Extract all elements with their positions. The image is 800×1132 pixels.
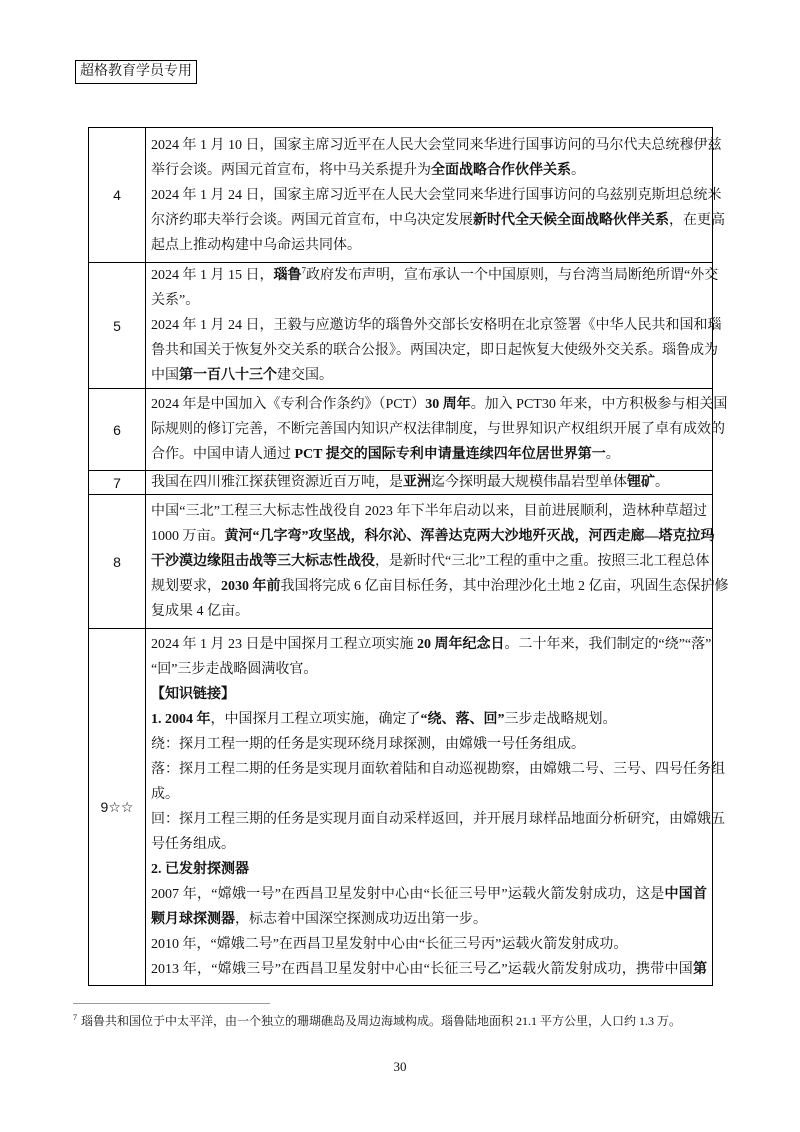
paragraph [151, 957, 707, 982]
text-run: 2007 年，“嫦娥一号”在西昌卫星发射中心由“长征三号甲”运载火箭发射成功，这是 [151, 887, 665, 902]
bold-text-run: 第 [693, 962, 707, 977]
text-line [151, 882, 707, 907]
text-line [151, 632, 712, 657]
text-line [151, 133, 722, 158]
text-line [151, 472, 707, 494]
text-line [151, 208, 725, 233]
text-run: 。加入 PCT30 年来，中方积极参与相关国 [470, 397, 728, 412]
bold-text-run: “绕、落、回” [420, 712, 505, 727]
row-content [146, 263, 722, 389]
text-run: 尔济约耶夫举行会谈。两国元首宣布，中乌决定发展 [151, 212, 473, 228]
text-line [151, 338, 718, 363]
text-run: 2024 年 1 月 24 日，王毅与应邀访华的瑙鲁外交部长安格明在北京签署《中华人民共和国和瑙 [151, 318, 722, 333]
text-run: 1000 万亩。 [151, 529, 225, 544]
text-run: 我国将完成 6 亿亩目标任务，其中治理沙化土地 2 亿亩，巩固生态保护修 [280, 579, 729, 594]
page-number: 30 [393, 1059, 407, 1074]
bold-text-run: 黄河“几字弯”攻坚战，科尔沁、浑善达克两大沙地歼灭战，河西走廊—塔克拉玛 [224, 529, 715, 544]
row-content [146, 495, 729, 629]
text-line [151, 932, 707, 957]
text-line [151, 158, 707, 183]
text-run: 。二十年来，我们制定的“绕”“落” [504, 637, 712, 652]
row-number: 7 [89, 471, 146, 495]
paragraph [151, 707, 707, 732]
text-run: 。 [605, 447, 620, 462]
text-line [151, 524, 715, 549]
paragraph [151, 263, 719, 313]
bold-text-run: 2030 年前 [221, 579, 281, 594]
text-line [151, 417, 725, 442]
text-run: 关系”。 [151, 293, 200, 308]
text-line [151, 392, 728, 417]
text-line [151, 832, 707, 857]
text-run: 2024 年是中国加入《专利合作条约》（PCT） [151, 397, 426, 412]
text-line [151, 857, 707, 882]
text-run: ，是新时代“三北”工程的重中之重。按照三北工程总体 [375, 554, 710, 569]
text-run: 际规则的修订完善，不断完善国内知识产权法律制度，与世界知识产权组织开展了卓有成效的 [151, 422, 725, 437]
table-row [89, 128, 713, 263]
text-line [151, 574, 729, 599]
row-number: 5 [89, 263, 146, 389]
bold-text-run: 2. 已发射探测器 [151, 862, 249, 877]
footnote [73, 1012, 723, 1030]
row-number: 4 [89, 128, 146, 263]
text-run: 2010 年，“嫦娥二号”在西昌卫星发射中心由“长征三号丙”运载火箭发射成功。 [151, 937, 628, 952]
bold-text-run: 颗月球探测器 [151, 912, 235, 927]
text-line [151, 183, 722, 208]
text-run: 2024 年 1 月 24 日，国家主席习近平在人民大会堂同来华进行国事访问的乌兹别克斯坦总统米 [151, 187, 722, 203]
text-line [151, 732, 707, 757]
bold-text-run: PCT 提交的国际专利申请量连续四年位居世界第一 [294, 447, 606, 462]
text-run: 绕：探月工程一期的任务是实现环绕月球探测，由嫦娥一号任务组成。 [151, 737, 585, 752]
paragraph [151, 632, 712, 682]
text-run: 鲁共和国关于恢复外交关系的联合公报》。两国决定，即日起恢复大使级外交关系。瑙鲁成为 [151, 343, 718, 358]
text-line [151, 363, 707, 388]
paragraph [151, 183, 725, 258]
paragraph [151, 807, 725, 857]
bold-text-run: 干沙漠边缘阻击战等三大标志性战役 [151, 554, 375, 569]
text-line [151, 807, 725, 832]
text-run: 起点上推动构建中乌命运共同体。 [151, 237, 361, 253]
row-number: 9☆☆ [89, 629, 146, 986]
text-line [151, 313, 722, 338]
bold-text-run: 30 周年 [425, 397, 471, 412]
text-line [151, 549, 710, 574]
text-run: 2024 年 1 月 15 日， [151, 268, 274, 283]
text-run: 回：探月工程三期的任务是实现月面自动采样返回，并开展月球样品地面分析研究，由嫦娥五 [151, 812, 725, 827]
paragraph [151, 313, 722, 388]
footnote-text: 瑙鲁共和国位于中太平洋，由一个独立的珊瑚礁岛及周边海域构成。瑙鲁陆地面积 21.1 平方公里，人口约 1.3 万。 [81, 1014, 682, 1028]
text-line [151, 263, 719, 288]
text-run: 迄今探明最大规模伟晶岩型单体 [431, 474, 627, 490]
text-run: 2013 年，“嫦娥三号”在西昌卫星发射中心由“长征三号乙”运载火箭发射成功，携带中国 [151, 962, 693, 977]
text-line [151, 907, 707, 932]
content-table [88, 127, 729, 986]
table-row [89, 495, 713, 629]
text-run: ，在更高 [669, 212, 725, 228]
row-content [146, 629, 725, 986]
text-run: 落：探月工程二期的任务是实现月面软着陆和自动巡视勘察，由嫦娥二号、三号、四号任务组 [151, 762, 725, 777]
row-content [146, 389, 728, 471]
text-line [151, 233, 707, 258]
text-run: ，中国探月工程立项实施，确定了 [210, 712, 421, 727]
bold-text-run: 【知识链接】 [151, 687, 235, 702]
row-number: 8 [89, 495, 146, 629]
text-line [151, 757, 725, 782]
text-line [151, 957, 707, 982]
paragraph [151, 472, 707, 494]
table-body [89, 128, 729, 986]
text-run: 我国在四川雅江探获锂资源近百万吨，是 [151, 474, 403, 490]
text-line [151, 707, 707, 732]
text-run: 中国“三北”工程三大标志性战役自 2023 年下半年启动以来，目前进展顺利，造林种草超过 [151, 504, 707, 519]
bold-text-run: 瑙鲁 [273, 268, 302, 283]
text-run: 政府发布声明，宣布承认一个中国原则，与台湾当局断绝所谓“外交 [306, 268, 719, 283]
text-run: 号任务组成。 [151, 837, 235, 852]
table-row [89, 263, 713, 389]
bold-text-run: 全面战略合作伙伴关系 [431, 162, 571, 178]
text-run: 规划要求， [151, 579, 221, 594]
table-row [89, 389, 713, 471]
text-run: 复成果 4 亿亩。 [151, 604, 249, 619]
table-row [89, 629, 713, 986]
bold-text-run: 新时代全天候全面战略伙伴关系 [473, 212, 669, 228]
table-row [89, 471, 713, 495]
bold-text-run: 第一百八十三个 [179, 368, 277, 383]
footnote-divider [73, 1003, 270, 1004]
paragraph [151, 882, 707, 932]
text-run: 。 [655, 474, 669, 490]
bold-text-run: 1. 2004 年 [151, 712, 211, 727]
paragraph [151, 682, 707, 707]
paragraph [151, 857, 707, 882]
text-line [151, 657, 707, 682]
footnote-mark: 7 [73, 1013, 77, 1022]
bold-text-run: 锂矿 [627, 474, 655, 490]
text-run: 建交国。 [277, 368, 333, 383]
text-line [151, 442, 707, 467]
bold-text-run: 20 周年纪念日 [417, 637, 505, 652]
text-line [151, 782, 707, 807]
paragraph [151, 932, 707, 957]
header-label: 超格教育学员专用 [75, 60, 197, 84]
row-content [146, 128, 725, 263]
text-run: “回”三步走战略圆满收官。 [151, 662, 318, 677]
text-line [151, 288, 707, 313]
text-run: 中国 [151, 368, 179, 383]
text-line [151, 599, 707, 624]
row-number: 6 [89, 389, 146, 471]
paragraph [151, 732, 707, 757]
paragraph [151, 499, 729, 624]
text-line [151, 499, 707, 524]
text-run: 2024 年 1 月 23 日是中国探月工程立项实施 [151, 637, 417, 652]
text-run: 举行会谈。两国元首宣布，将中马关系提升为 [151, 162, 431, 178]
row-content [146, 471, 713, 495]
text-run: 合作。中国申请人通过 [151, 447, 295, 462]
text-run: 三步走战略规划。 [504, 712, 617, 727]
paragraph [151, 757, 725, 807]
paragraph [151, 133, 722, 183]
text-line [151, 682, 707, 707]
bold-text-run: 中国首 [664, 887, 707, 902]
text-run: 成。 [151, 787, 179, 802]
bold-text-run: 亚洲 [403, 474, 431, 490]
paragraph [151, 392, 728, 467]
text-run: 。 [571, 162, 585, 178]
text-run: 2024 年 1 月 10 日，国家主席习近平在人民大会堂同来华进行国事访问的马尔代夫总统穆伊兹 [151, 137, 722, 153]
footnote-reference: 7 [301, 265, 306, 276]
text-run: ，标志着中国深空探测成功迈出第一步。 [235, 912, 487, 927]
